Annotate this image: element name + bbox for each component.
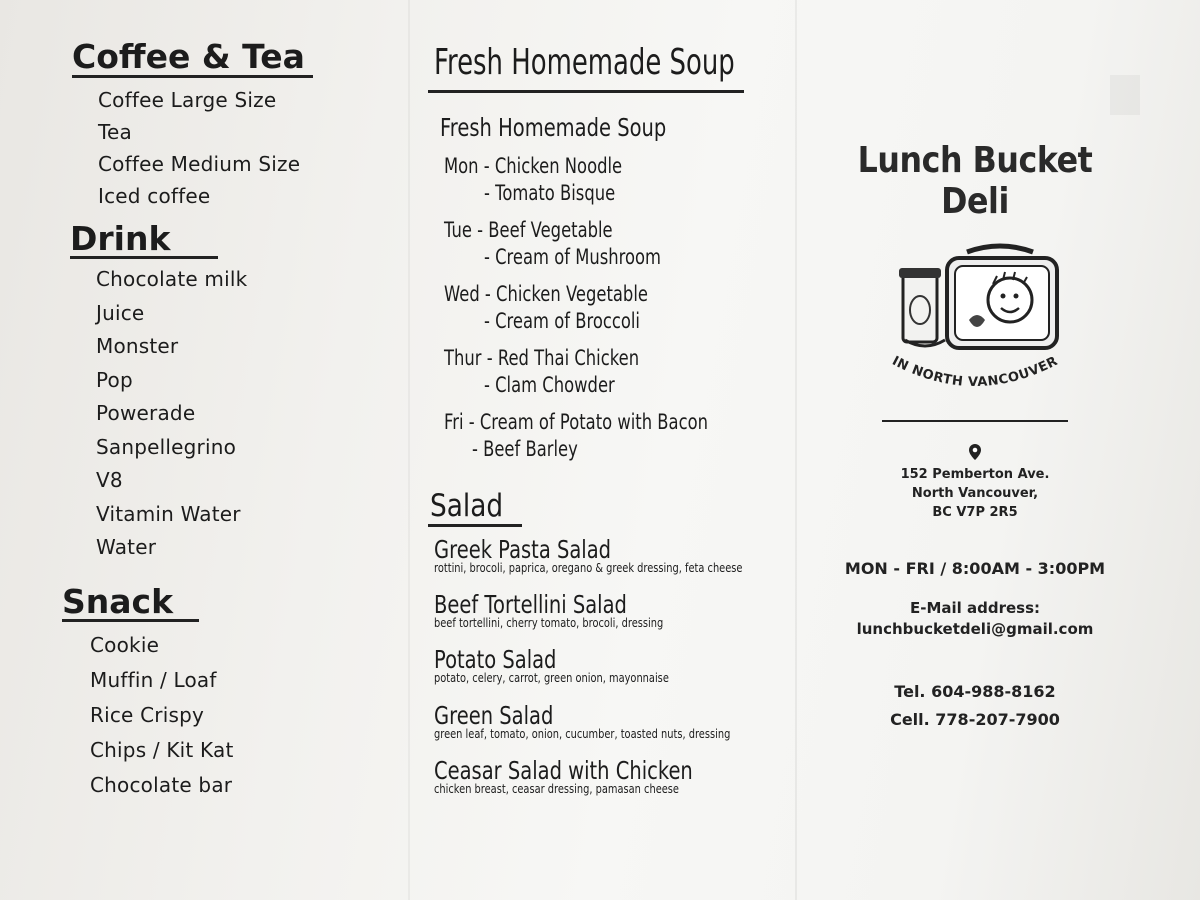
coffee-tea-item: Tea [98,119,132,144]
coffee-tea-item: Coffee Large Size [98,87,277,112]
drink-item: Pop [96,367,133,392]
lunchbox-logo-icon [885,240,1065,360]
soup-day-line2: - Cream of Mushroom [484,245,662,269]
coffee-tea-item: Iced coffee [98,183,211,208]
salad-item [434,592,788,630]
address-line1: 152 Pemberton Ave. [900,467,1050,482]
soup-day [444,408,788,462]
drink-section [60,218,400,565]
email-label: E-Mail address: [909,598,1041,617]
brand-name: Lunch Bucket Deli [857,140,1093,222]
address [805,466,1145,523]
salad-item [434,537,788,575]
salad-name: Potato Salad [434,645,557,675]
snack-item: Chocolate bar [90,773,233,798]
soup-day-line2: - Clam Chowder [484,373,615,397]
drink-item: Chocolate milk [96,267,248,292]
email-block [805,598,1145,640]
soup-section [428,42,788,462]
soup-day [444,216,788,270]
snack-item: Rice Crispy [90,703,205,728]
soup-title-wrap [428,42,744,93]
salad-title: Salad [430,488,504,524]
soup-day-line2: - Tomato Bisque [484,181,616,205]
soup-day-line1: Thur - Red Thai Chicken [444,346,640,370]
snack-list [90,628,400,803]
address-line2: North Vancouver, [911,485,1039,501]
soup-day [444,152,788,206]
salad-description: chicken breast, ceasar dressing, pamasan cheese [434,781,679,796]
coffee-tea-section [60,37,400,212]
right-column [805,140,1145,734]
cell-number[interactable]: Cell. 778-207-7900 [890,709,1060,729]
snack-section [60,581,400,804]
left-column [60,37,400,803]
salad-section [428,488,788,796]
drink-item: Juice [96,300,145,325]
soup-day-line2: - Beef Barley [472,437,578,461]
salad-name: Green Salad [434,700,554,730]
salad-description: potato, celery, carrot, green onion, mayonnaise [434,671,669,686]
tel-number[interactable]: Tel. 604-988-8162 [894,681,1056,701]
drink-item: Vitamin Water [96,501,241,526]
coffee-tea-list [98,84,400,212]
drink-item: Monster [96,334,179,359]
soup-day-line1: Wed - Chicken Vegetable [444,282,648,306]
snack-item: Muffin / Loaf [90,668,217,693]
map-pin-icon [805,444,1145,464]
address-line3: BC V7P 2R5 [932,504,1018,520]
middle-column [428,42,788,813]
soup-day-line1: Fri - Cream of Potato with Bacon [444,410,708,434]
salad-item [434,700,788,741]
salad-description: green leaf, tomato, onion, cucumber, toasted nuts, dressing [434,726,731,741]
drink-item: Sanpellegrino [96,434,237,459]
salad-item [434,755,788,796]
snack-item: Cookie [90,633,160,658]
drink-list [96,263,400,565]
salad-description: rottini, brocoli, paprica, oregano & greek dressing, feta cheese [434,561,743,575]
salad-list [434,537,788,796]
coffee-tea-item: Coffee Medium Size [98,151,301,176]
salad-name: Beef Tortellini Salad [434,590,627,620]
drink-item: Water [96,535,157,560]
drink-item: Powerade [96,401,196,426]
salad-description: beef tortellini, cherry tomato, brocoli, dressing [434,616,664,631]
svg-text:IN NORTH VANCOUVER: IN NORTH VANCOUVER [889,353,1061,391]
soup-day [444,344,788,398]
salad-name: Ceasar Salad with Chicken [434,755,693,785]
bleed-through [1110,75,1140,115]
soup-day-line1: Tue - Beef Vegetable [444,218,613,242]
soup-day [444,280,788,334]
email-link[interactable]: lunchbucketdeli@gmail.com [856,619,1094,638]
soup-days-list [444,152,788,462]
soup-title: Fresh Homemade Soup [434,42,735,83]
divider [882,420,1068,422]
soup-subtitle: Fresh Homemade Soup [440,113,667,142]
salad-item [434,647,788,685]
fold-line [795,0,797,900]
snack-item: Chips / Kit Kat [90,738,234,763]
drink-item: V8 [96,468,123,493]
brand-tagline [805,352,1145,402]
soup-day-line2: - Cream of Broccoli [484,309,640,333]
fold-line [408,0,410,900]
drink-title: Drink [70,222,218,260]
soup-day-line1: Mon - Chicken Noodle [444,154,623,178]
opening-hours: MON - FRI / 8:00AM - 3:00PM [844,558,1106,578]
coffee-tea-title: Coffee & Tea [72,40,313,78]
salad-title-wrap [428,488,522,527]
salad-name: Greek Pasta Salad [434,535,612,564]
phone-block [805,678,1145,734]
snack-title: Snack [62,585,199,623]
